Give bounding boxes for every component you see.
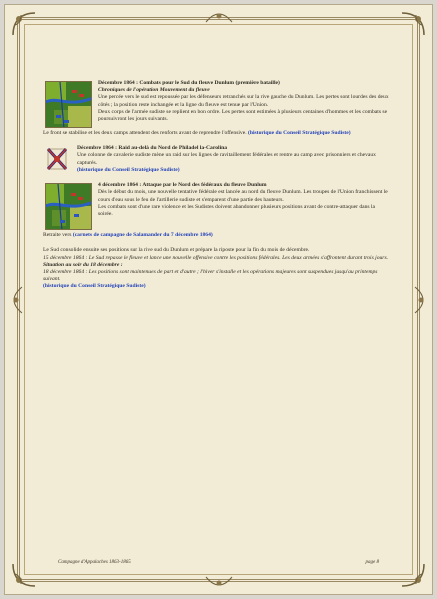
entry-text: Retraite vers [43, 232, 73, 239]
source-link[interactable]: (carnets de campagne de Salamander du 7 décembre 1864) [72, 232, 213, 239]
closing-section [43, 247, 391, 290]
chronicle-entry [43, 80, 391, 137]
closing-text: 18 décembre 1864 : Les positions sont maintenues de part et d'autre ; l'hiver s'installe et les opérations majeures sont suspendues jusqu'au printemps suivant. [43, 269, 378, 283]
corner-ornament-icon [11, 562, 37, 588]
entry-text: Dès le début du mois, une nouvelle tentative fédérale est lancée au nord du fleuve Dunlum. Les troupes de l'Union franchissent le cours d'eau sous le feu de l'artillerie sudiste et s'emparent d'une partie des hauteurs. [98, 189, 388, 203]
closing-text: Le Sud consolide ensuite ses positions sur la rive sud du Dunlum et prépare la riposte pour la fin du mois de décembre. [43, 247, 310, 254]
confederate-flag-icon [45, 146, 69, 172]
chronicle-entry [43, 145, 391, 174]
entry-text: Une colonne de cavalerie sudiste mène un raid sur les lignes de ravitaillement fédérales et rentre au camp avec prisonniers et chevaux capturés. [77, 152, 376, 166]
source-link[interactable]: (historique du Conseil Stratégique Sudiste) [248, 130, 351, 136]
document-body [43, 80, 391, 299]
border-ornament-icon [413, 285, 427, 315]
entry-text: Les combats sont d'une rare violence et les Sudistes doivent abandonner plusieurs positions avant de contre-attaquer dans la soirée. [98, 203, 376, 218]
corner-ornament-icon [400, 562, 426, 588]
closing-subheading: Situation au soir du 18 décembre : [43, 261, 123, 268]
corner-ornament-icon [11, 11, 37, 37]
border-ornament-icon [204, 10, 234, 24]
footer-title: Campagne d'Appalaches 1863-1865 [58, 560, 131, 565]
closing-text: 15 décembre 1864 : Le Sud repasse le fleuve et lance une nouvelle offensive contre les positions fédérales. Les deux armées s'affrontent durant trois jours. [43, 254, 389, 261]
source-link[interactable]: (historique du Conseil Stratégique Sudiste) [43, 283, 146, 290]
border-ornament-icon [10, 285, 24, 315]
source-link[interactable]: (historique du Conseil Stratégique Sudiste) [77, 166, 180, 173]
battle-map-thumbnail[interactable] [45, 183, 92, 230]
entry-title: 4 décembre 1864 : Attaque par le Nord des fédéraux du fleuve Dunlum [98, 182, 267, 189]
entry-title: Décembre 1864 : Combats pour le Sud du fleuve Dunlum (première bataille) [98, 80, 280, 86]
border-ornament-icon [204, 575, 234, 589]
entry-subtitle: Chroniques de l'opération Mouvement du fleuve [98, 87, 210, 94]
entry-text: Deux corps de l'armée sudiste se replient en bon ordre. Les pertes sont estimées à plusieurs centaines d'hommes et les combats se poursuivront les jours suivants. [98, 108, 388, 123]
page-footer [58, 560, 379, 565]
entry-text: Une percée vers le sud est repoussée par les défenseurs retranchés sur la rive gauche du Dunlum. Les pertes sont lourdes des deux côtés ; la position reste inchangée et la ligne du fleuve est tenue par l'Union. [98, 94, 389, 108]
entry-text: Le front se stabilise et les deux camps attendent des renforts avant de reprendre l'offensive. [43, 130, 247, 136]
entry-title: Décembre 1864 : Raid au-delà du Nord de Philadel la-Carolina [77, 145, 228, 152]
chronicle-entry [43, 182, 391, 239]
page-number: page 8 [365, 560, 379, 565]
battle-map-thumbnail[interactable] [45, 81, 92, 128]
corner-ornament-icon [400, 11, 426, 37]
